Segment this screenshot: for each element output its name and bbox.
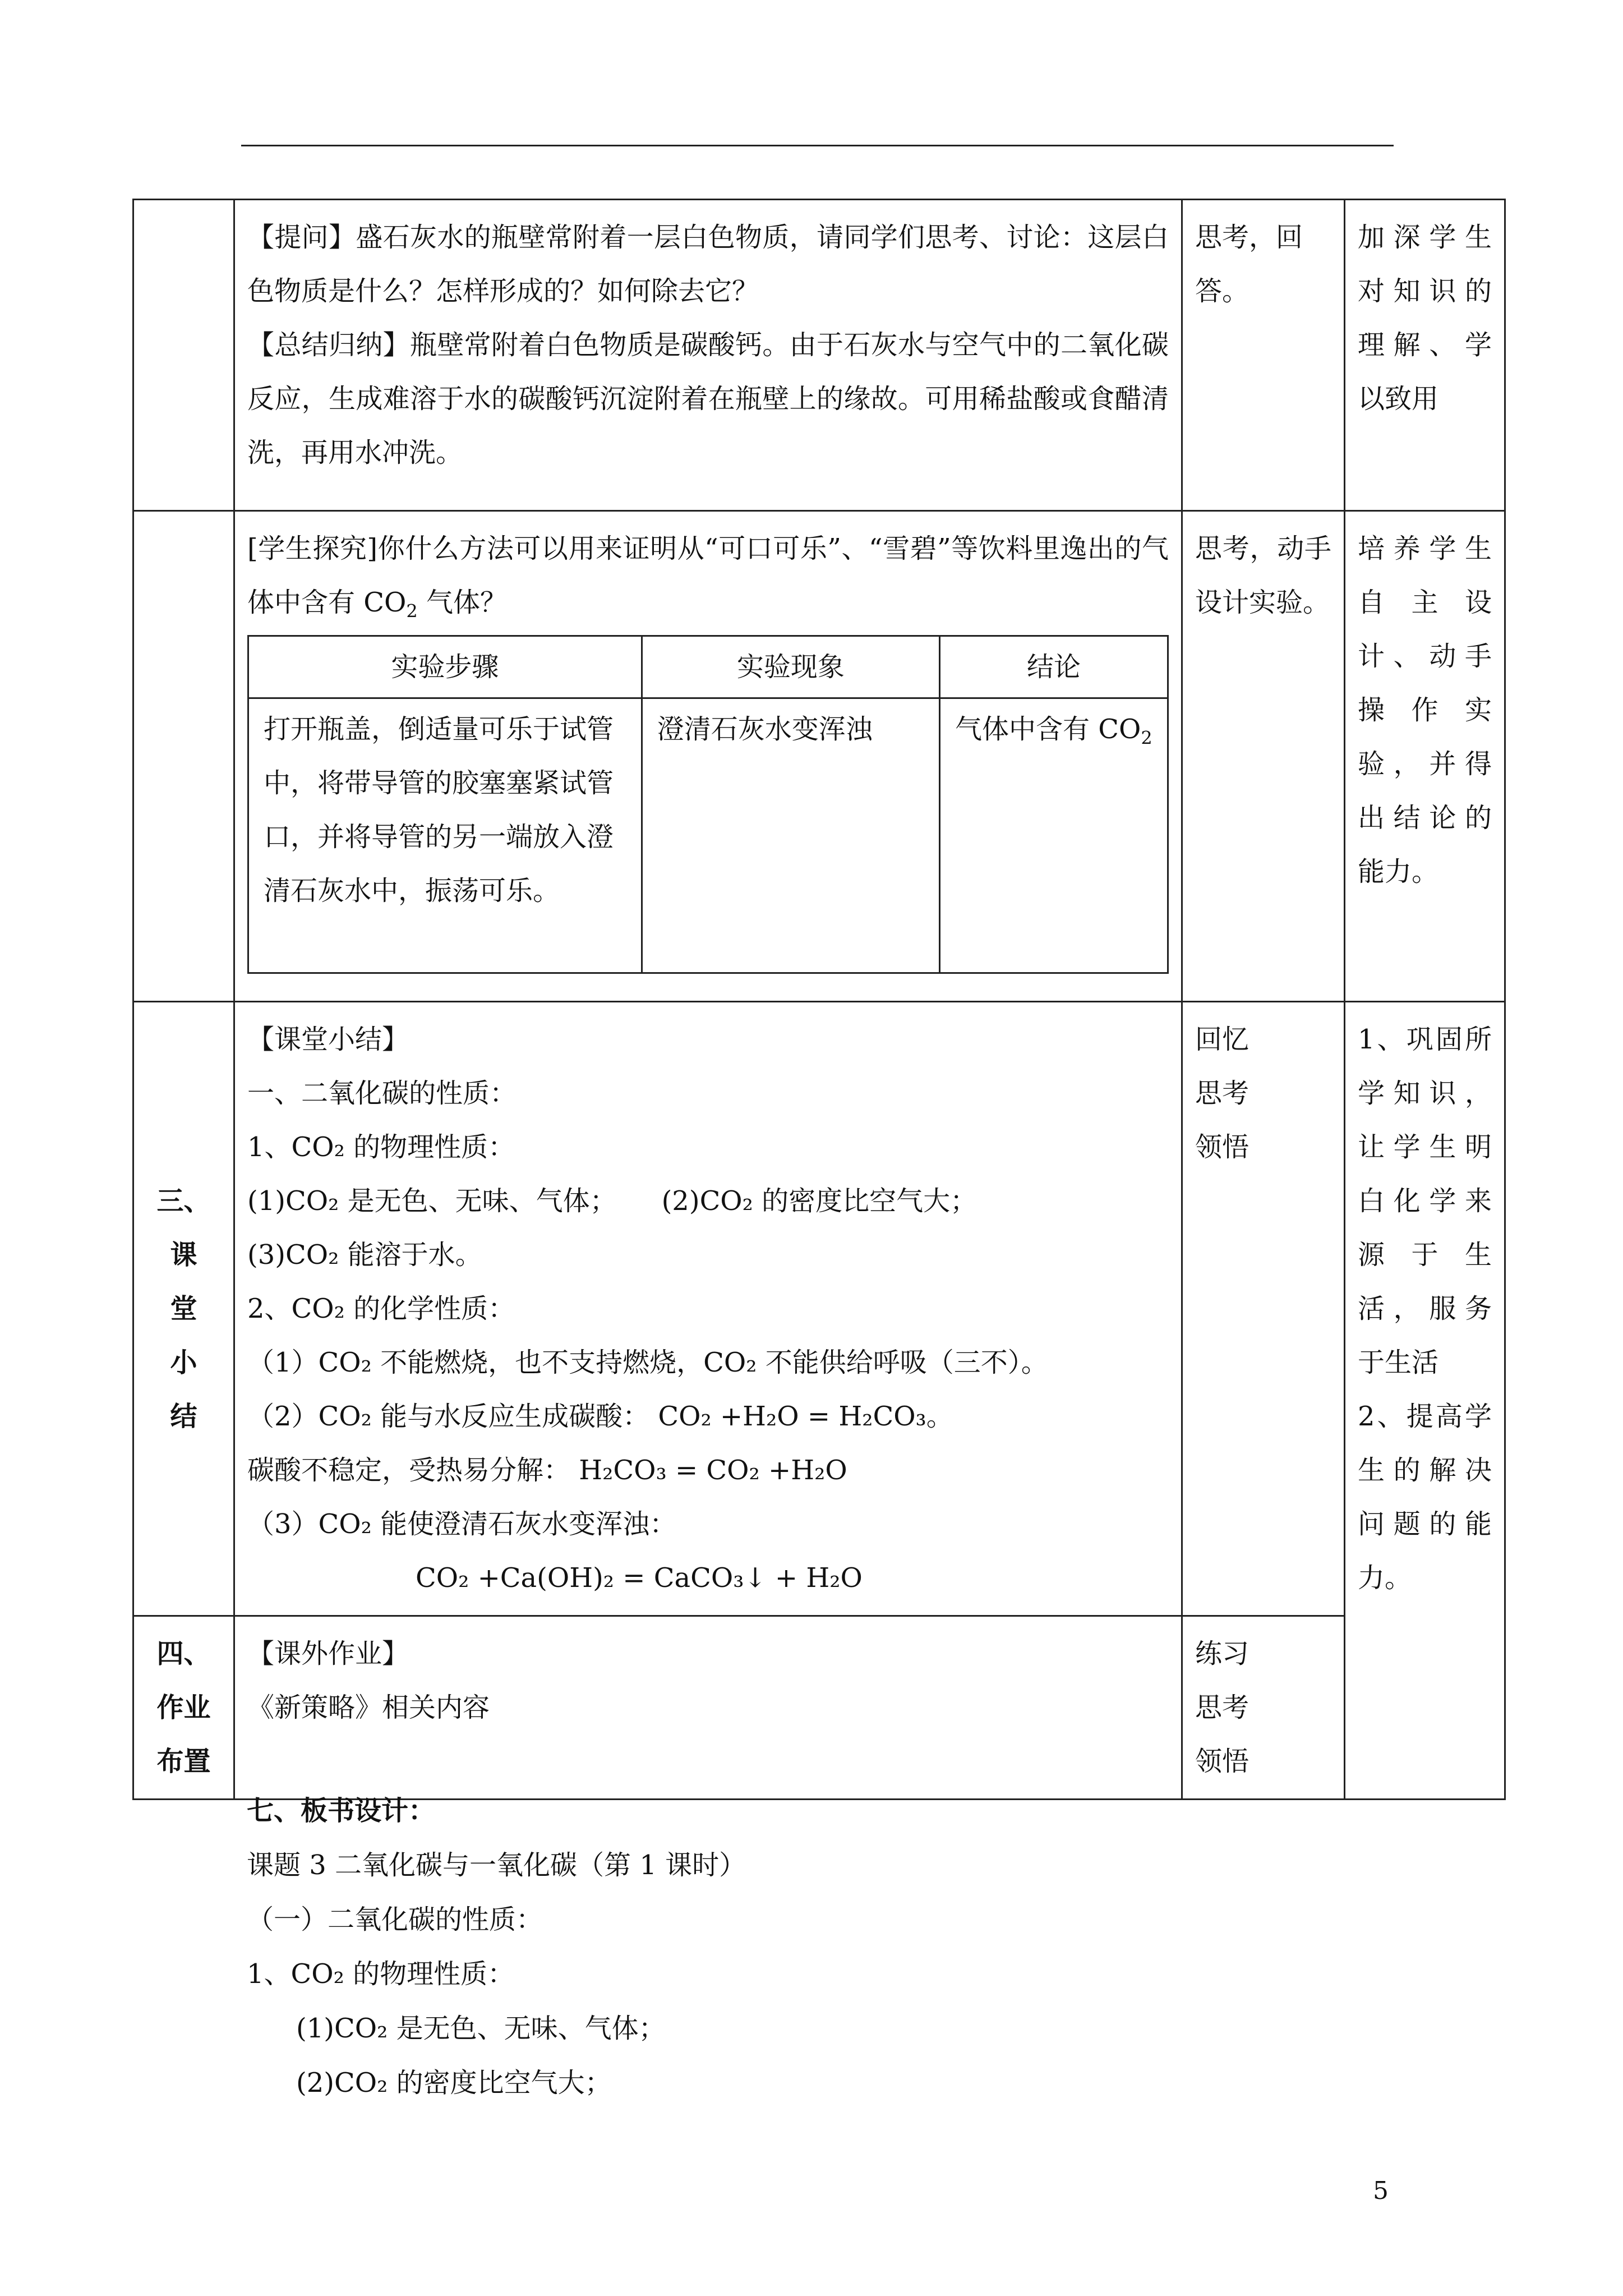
design-intent-cell (1345, 200, 1505, 511)
subscript: 2 (406, 600, 418, 622)
summary-line: (3)CO₂ 能溶于水。 (247, 1239, 482, 1271)
header-steps: 实验步骤 (248, 636, 642, 698)
student-activity-text: 回忆 (1195, 1024, 1249, 1055)
summary-line-part: (1)CO₂ 是无色、无味、气体； (247, 1185, 617, 1217)
summary-line: （2）CO₂ 能与水反应生成碳酸： CO₂ +H₂O = H₂CO₃。 (247, 1401, 953, 1432)
section-label: 三、 (156, 1185, 211, 1217)
summary-content-cell (234, 1002, 1182, 1616)
design-intent-cell (1345, 1002, 1505, 1800)
lesson-plan-table (132, 199, 1506, 1800)
teacher-activity-cell (234, 200, 1182, 511)
student-activity-text: 思考，动手设计实验。 (1195, 533, 1331, 618)
summary-line: （1）CO₂ 不能燃烧，也不支持燃烧，CO₂ 不能供给呼吸（三不）。 (247, 1347, 1048, 1378)
student-activity-text: 领悟 (1195, 1131, 1249, 1163)
header-phenomenon: 实验现象 (642, 636, 939, 698)
summary-line-part: (2)CO₂ 的密度比空气大； (661, 1185, 978, 1217)
row-homework (133, 1616, 1505, 1800)
summary-line (247, 1174, 1169, 1228)
design-intent-cell (1345, 511, 1505, 1002)
cell-conclusion (939, 698, 1168, 973)
summary-formula: CO₂ +Ca(OH)₂ = CaCO₃↓ + H₂O (416, 1562, 863, 1594)
summary-paragraph (247, 318, 1169, 480)
header-rule (241, 145, 1394, 146)
student-activity-text: 思考，回答。 (1195, 222, 1303, 307)
summary-line: 碳酸不稳定，受热易分解： H₂CO₃ = CO₂ +H₂O (247, 1455, 847, 1486)
section-label: 堂 (170, 1293, 197, 1324)
homework-text: 《新策略》相关内容 (247, 1692, 490, 1723)
summary-title: 【课堂小结】 (247, 1024, 409, 1055)
section-label: 四、 (156, 1638, 211, 1669)
summary-line: 1、CO₂ 的物理性质： (247, 1131, 515, 1163)
board-design-section (247, 1784, 1424, 2110)
board-line: 课题 3 二氧化碳与一氧化碳（第 1 课时） (247, 1849, 746, 1881)
section-cell-homework (133, 1616, 234, 1800)
design-intent-text: 加深学生对知识的理解、学以致用 (1358, 222, 1492, 415)
student-activity-cell (1182, 1616, 1345, 1800)
row-exploration (133, 511, 1505, 1002)
student-activity-text: 思考 (1195, 1692, 1249, 1723)
section-label: 结 (170, 1401, 197, 1432)
student-activity-text: 领悟 (1195, 1746, 1249, 1777)
section-label: 小 (170, 1347, 197, 1378)
section-cell-summary (133, 1002, 234, 1616)
student-activity-cell (1182, 511, 1345, 1002)
board-line: （一）二氧化碳的性质： (247, 1904, 543, 1935)
exploration-cell (234, 511, 1182, 1002)
section-label: 作业 (156, 1692, 211, 1723)
homework-title: 【课外作业】 (247, 1638, 409, 1669)
board-line: (1)CO₂ 是无色、无味、气体； (296, 2013, 666, 2044)
student-activity-text: 思考 (1195, 1078, 1249, 1109)
header-conclusion: 结论 (939, 636, 1168, 698)
homework-cell (234, 1616, 1182, 1800)
conclusion-text: 气体中含有 CO (955, 714, 1141, 745)
summary-tag: 【总结归纳】 (247, 329, 410, 361)
summary-line: 一、二氧化碳的性质： (247, 1078, 517, 1109)
subscript: 2 (1141, 727, 1152, 749)
design-intent-text: 培养学生自主设计、动手操作实验，并得出结论的能力。 (1358, 533, 1492, 887)
cell-phenomenon: 澄清石灰水变浑浊 (642, 698, 939, 973)
section-cell-empty (133, 200, 234, 511)
design-intent-text: 1、巩固所学知识，让学生明白化学来源于生活，服务于生活 2、提高学生的解决问题的能力。 (1358, 1024, 1492, 1594)
section-cell-empty (133, 511, 234, 1002)
student-activity-cell (1182, 200, 1345, 511)
exploration-prompt (247, 522, 1169, 629)
section-label: 课 (170, 1239, 197, 1271)
exploration-text: [学生探究]你什么方法可以用来证明从“可口可乐”、“雪碧”等饮料里逸出的气体中含有 CO (247, 533, 1169, 618)
row-class-summary (133, 1002, 1505, 1616)
question-tag: 【提问】 (247, 222, 356, 253)
board-line: (2)CO₂ 的密度比空气大； (296, 2067, 612, 2099)
summary-line: （3）CO₂ 能使澄清石灰水变浑浊： (247, 1508, 677, 1540)
section-label: 布置 (156, 1746, 211, 1777)
experiment-table (247, 635, 1169, 974)
summary-line: 2、CO₂ 的化学性质： (247, 1293, 515, 1324)
row-question (133, 200, 1505, 511)
exploration-text-end: 气体？ (417, 587, 507, 618)
student-activity-cell (1182, 1002, 1345, 1616)
cell-steps: 打开瓶盖，倒适量可乐于试管中，将带导管的胶塞塞紧试管口，并将导管的另一端放入澄清石灰水中，振荡可乐。 (248, 698, 642, 973)
board-heading: 七、板书设计： (247, 1795, 436, 1826)
student-activity-text: 练习 (1195, 1638, 1249, 1669)
page-number: 5 (1373, 2177, 1389, 2205)
summary-text: 瓶壁常附着白色物质是碳酸钙。由于石灰水与空气中的二氧化碳反应，生成难溶于水的碳酸钙沉淀附着在瓶壁上的缘故。可用稀盐酸或食醋清洗，再用水冲洗。 (247, 329, 1169, 468)
board-line: 1、CO₂ 的物理性质： (247, 1958, 515, 1990)
question-paragraph (247, 210, 1169, 318)
question-text: 盛石灰水的瓶壁常附着一层白色物质，请同学们思考、讨论：这层白色物质是什么？怎样形成的？如何除去它？ (247, 222, 1169, 307)
